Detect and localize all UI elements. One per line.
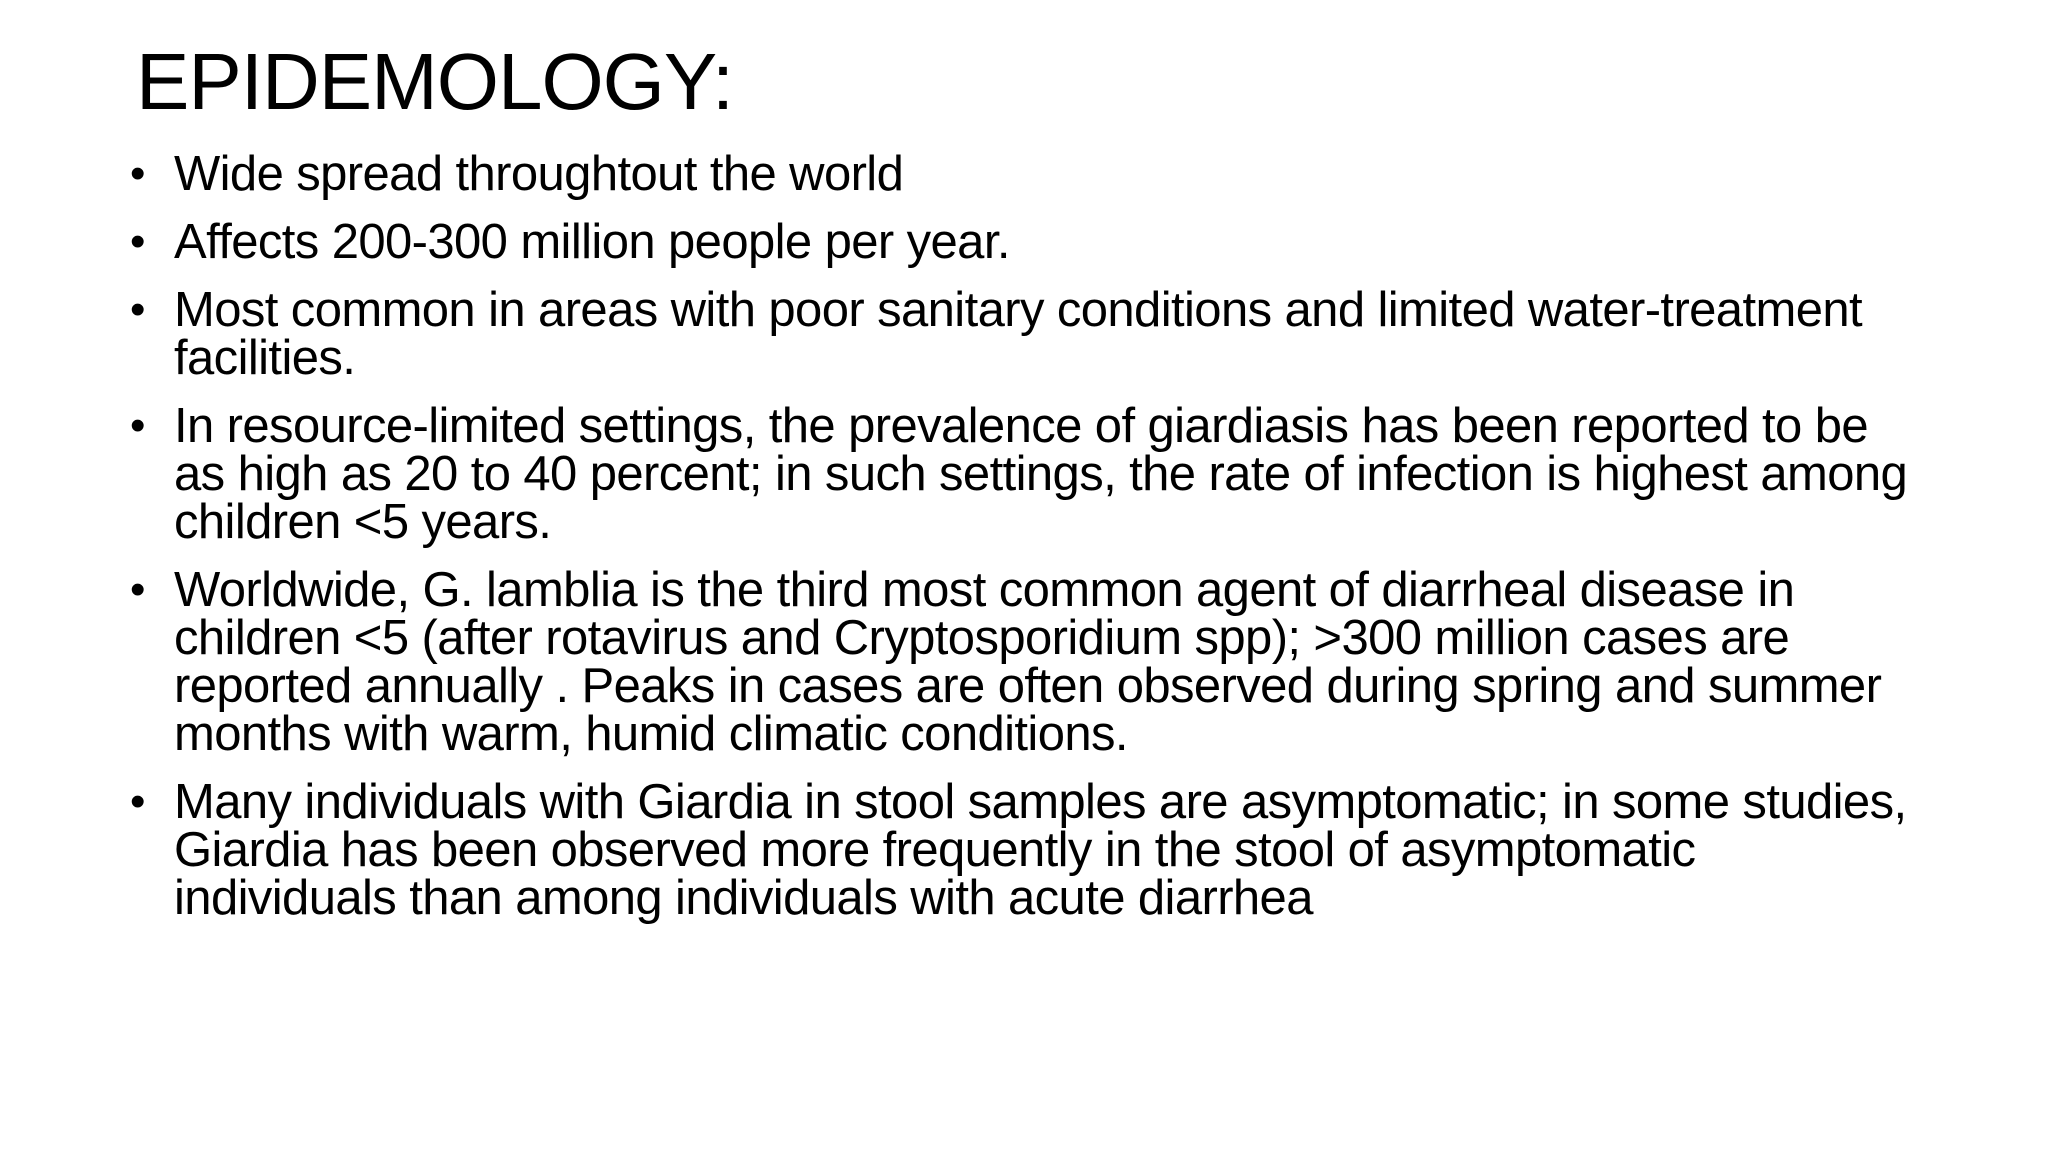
bullet-text: Many individuals with Giardia in stool samples are asymptomatic; in some studies, Giardia has been observed more frequently in the stool of asymptomatic individuals than among individuals with acute diarrhea (174, 775, 1907, 925)
slide-title: EPIDEMOLOGY: (136, 37, 734, 126)
bullet-marker: • (130, 777, 145, 826)
bullet-text: Wide spread throughtout the world (174, 147, 904, 201)
bullet-item (130, 147, 1920, 201)
bullet-marker: • (130, 149, 145, 198)
bullet-text: Affects 200-300 million people per year. (174, 215, 1010, 269)
bullet-item (130, 215, 1920, 269)
bullet-marker: • (130, 401, 145, 450)
bullet-list (130, 147, 1920, 942)
bullet-text: In resource-limited settings, the prevalence of giardiasis has been reported to be as high as 20 to 40 percent; in such settings, the rate of infection is highest among children <5 years. (174, 399, 1908, 549)
bullet-text: Worldwide, G. lamblia is the third most common agent of diarrheal disease in children <5 (after rotavirus and Cryptosporidium spp); >300 million cases are reported annually . Peaks in cases are often observed during spring and summer months with warm, humid climatic conditions. (174, 563, 1882, 761)
bullet-item (130, 775, 1920, 925)
bullet-item (130, 563, 1920, 761)
bullet-text: Most common in areas with poor sanitary conditions and limited water-treatment facilities. (174, 283, 1863, 385)
bullet-item (130, 399, 1920, 549)
bullet-marker: • (130, 285, 145, 334)
bullet-item (130, 283, 1920, 385)
bullet-marker: • (130, 217, 145, 266)
bullet-marker: • (130, 565, 145, 614)
